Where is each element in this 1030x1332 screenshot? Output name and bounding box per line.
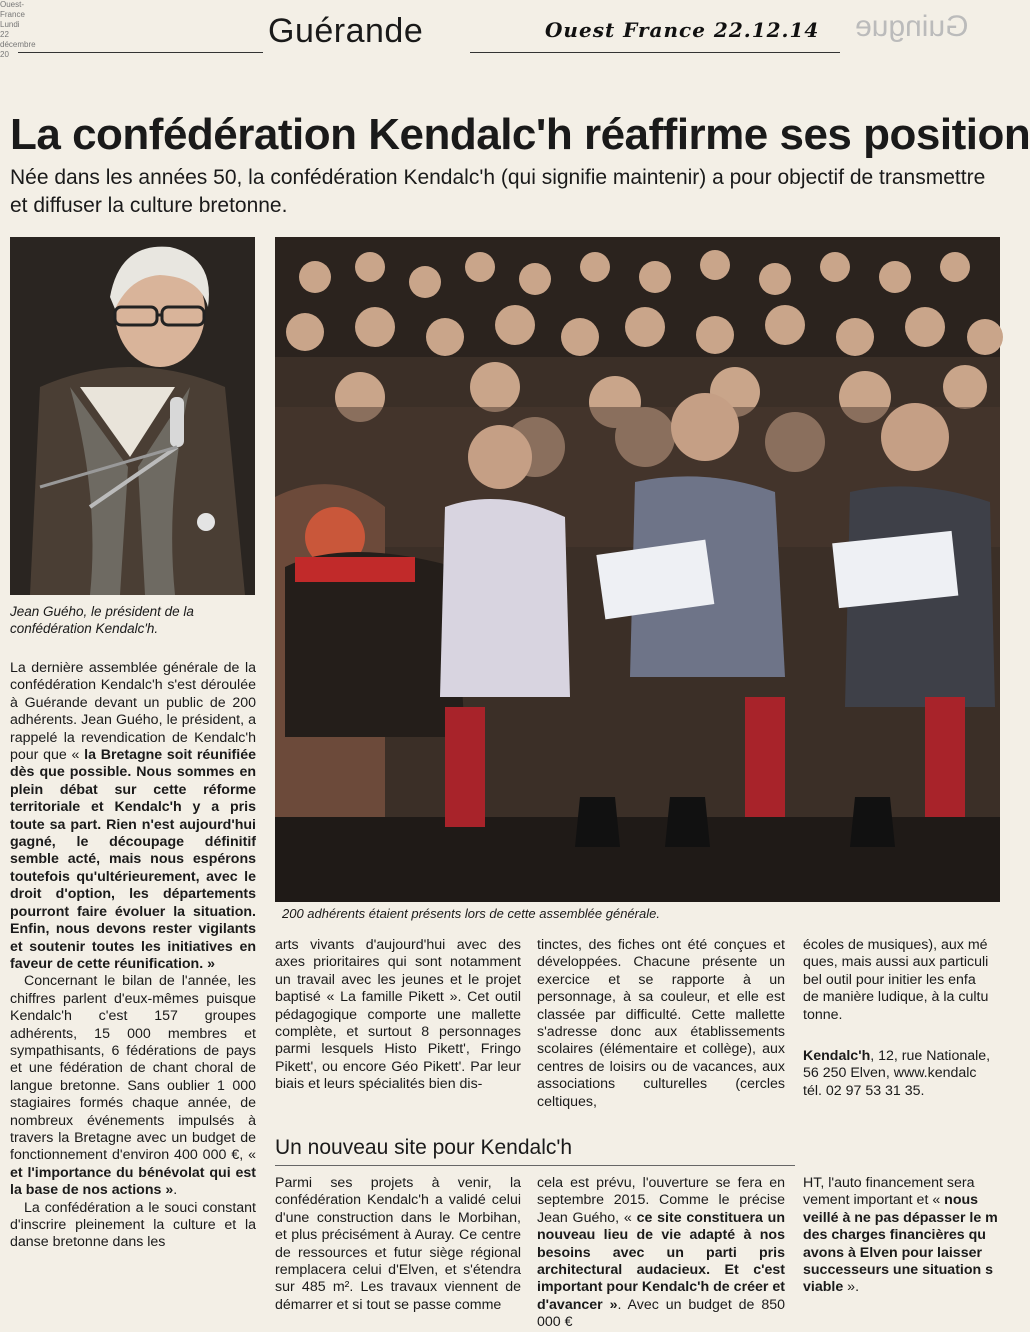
margin-line: Ouest-France <box>0 0 25 19</box>
section-title: Guérande <box>268 12 424 50</box>
paragraph: La dernière assemblée générale de la confédération Kendalc'h s'est déroulée à Guérande devant un public de 200 adhérents. Jean Guého, le président, a rappelé la revendication de Kendalc'h pour que « la Bretagne soit réunifiée dès que possible. Nous sommes en plein débat sur cette réforme territoriale et Kendalc'h y a pris toute sa part. Rien n'est aujourd'hui gagné, le découpage définitif semble acté, mais nous espérons toutefois qu'ultérieurement, avec le droit d'option, les départements pourront faire évoluer la situation. Enfin, nous devons rester vigilants et soutenir toutes les initiatives en faveur de cette réunification. » <box>10 660 256 972</box>
speaker-illustration <box>10 237 255 595</box>
audience-photo <box>275 237 1000 902</box>
text-line: HT, l'auto financement sera <box>803 1175 975 1191</box>
text-line: de manière ludique, à la cultu <box>803 989 989 1006</box>
contact-line: 56 250 Elven, www.kendalc <box>803 1065 977 1082</box>
article-column-1 <box>10 660 256 1252</box>
article-column-2-lower: Parmi ses projets à venir, la confédération Kendalc'h a validé celui d'une construction dans le Morbihan, et plus précisément à Auray. Ce centre de ressources et futur siège régional remplacera celui d'Elven, et s'étendra sur 485 m². Les travaux viennent de démarrer et si tout se passe comme <box>275 1175 521 1313</box>
section-rule <box>18 52 263 53</box>
page-header <box>0 0 1000 60</box>
article-column-3: tinctes, des fiches ont été conçues et développées. Chacune présente un exercice et se rapporte à un personnage, à sa couleur, et elle est classée par difficulté. Cette mallette s'adresse donc aux établissements scolaires (élémentaire et collège), aux centres de loisirs ou de vacances, aux associations culturelles (cercles celtiques, <box>537 937 785 1110</box>
contact-line: Kendalc'h, 12, rue Nationale, <box>803 1048 991 1065</box>
photo1-caption: Jean Guého, le président de la confédération Kendalc'h. <box>10 604 194 636</box>
section-rule <box>470 52 840 53</box>
article-column-4 <box>803 937 1000 1100</box>
speaker-photo <box>10 237 255 595</box>
article-subhead: Un nouveau site pour Kendalc'h <box>275 1136 573 1159</box>
text-line: viable ». <box>803 1279 860 1296</box>
article-column-3-lower: cela est prévu, l'ouverture se fera en septembre 2015. Comme le précise Jean Guého, « ce site constituera un nouveau lieu de vie adapté à nos besoins avec un parti pris architectural audacieux. Et c'est important pour Kendalc'h de créer et d'avancer ». Avec un budget de 850 000 € <box>537 1175 785 1331</box>
bleed-through-text: Guingue <box>855 10 969 43</box>
article-column-4-lower <box>803 1175 1000 1297</box>
text-line: vement important et « nous <box>803 1192 979 1209</box>
paragraph: Concernant le bilan de l'année, les chiffres parlent d'eux-mêmes puisque Kendalc'h c'est 157 groupes adhérents, 15 000 membres et sympathisants, 6 fédérations de pays et une fédération de chant choral de langue bretonne. Sans oublier 1 000 stagiaires formés chaque année, de nombreux événements impulsés à travers la Bretagne avec un budget de fonctionnement d'environ 400 000 €, « et l'importance du bénévolat qui est la base de nos actions ». <box>10 973 256 1199</box>
text-line: veillé à ne pas dépasser le m <box>803 1209 998 1226</box>
text-line: bel outil pour initier les enfa <box>803 971 976 988</box>
subhead-rule <box>275 1165 795 1166</box>
paragraph: La confédération a le souci constant d'inscrire pleinement la culture et la danse bretonne dans les <box>10 1199 256 1251</box>
handwritten-note: Ouest France 22.12.14 <box>545 18 820 42</box>
text-line: successeurs une situation s <box>803 1262 994 1279</box>
article-headline: La confédération Kendalc'h réaffirme ses position <box>10 110 1030 159</box>
text-line: des charges financières qu <box>803 1227 986 1244</box>
audience-illustration <box>275 237 1000 902</box>
text-line: avons à Elven pour laisser <box>803 1244 982 1261</box>
contact-line: tél. 02 97 53 31 35. <box>803 1082 925 1099</box>
article-lead: Née dans les années 50, la confédération Kendalc'h (qui signifie maintenir) a pour objectif de transmettre et diffuser la culture bretonne. <box>10 166 986 217</box>
text-line: ques, mais aussi aux particuli <box>803 954 989 971</box>
photo2-caption: 200 adhérents étaient présents lors de cette assemblée générale. <box>282 906 660 921</box>
margin-line: Lundi 22 décembre 20 <box>0 20 36 59</box>
text-line: écoles de musiques), aux mé <box>803 937 988 953</box>
text-line: tonne. <box>803 1006 843 1023</box>
article-column-2: arts vivants d'aujourd'hui avec des axes prioritaires qui sont notamment un travail avec les jeunes et le projet baptisé « La famille Pikett ». Cet outil pédagogique comporte une mallette complète, et surtout 8 personnages parmi lesquels Histo Pikett', Fringo Pikett', ou encore Géo Pikett'. Par leur biais et leurs spécialités bien dis- <box>275 937 521 1093</box>
left-margin-text <box>0 0 36 80</box>
